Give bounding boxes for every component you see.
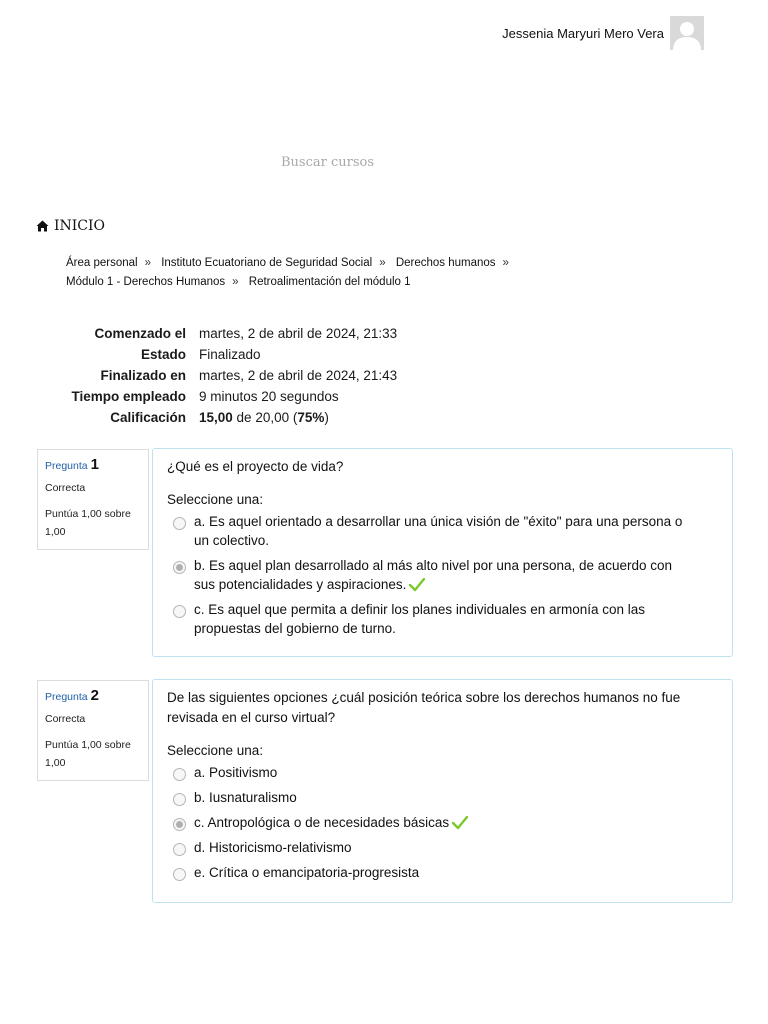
breadcrumb-separator-icon: » <box>502 257 509 269</box>
state-value: Finalizado <box>199 347 261 362</box>
question-grade: Puntúa 1,00 sobre 1,00 <box>45 508 131 538</box>
time-value: 9 minutos 20 segundos <box>199 389 339 404</box>
correct-check-icon <box>409 578 425 592</box>
radio-button[interactable] <box>173 793 186 806</box>
question-number-value: 2 <box>90 687 99 704</box>
grade-value <box>199 407 397 428</box>
question-label: Pregunta <box>45 691 88 703</box>
breadcrumb-item[interactable]: Área personal <box>66 257 138 269</box>
time-label: Tiempo empleado <box>71 389 186 404</box>
breadcrumb-item[interactable]: Retroalimentación del módulo 1 <box>248 276 411 288</box>
answer-options <box>173 509 732 641</box>
answer-option[interactable] <box>173 835 732 860</box>
home-icon <box>36 220 49 232</box>
grade-close: ) <box>324 410 329 425</box>
answer-option[interactable] <box>173 860 732 885</box>
question-box-1 <box>152 448 733 657</box>
answer-option-text: a. Positivismo <box>194 765 278 780</box>
breadcrumb-item[interactable]: Derechos humanos <box>395 257 496 269</box>
radio-button[interactable] <box>173 605 186 618</box>
home-label: INICIO <box>54 218 106 234</box>
grade-label: Calificación <box>110 410 186 425</box>
answer-option-text: d. Historicismo-relativismo <box>194 840 352 855</box>
grade-score: 15,00 <box>199 410 233 425</box>
question-label: Pregunta <box>45 460 88 472</box>
answer-option-text: c. Antropológica o de necesidades básicas <box>194 815 450 830</box>
state-label: Estado <box>140 347 186 362</box>
answer-option[interactable] <box>173 597 732 641</box>
answer-option[interactable] <box>173 509 732 553</box>
question-state: Correcta <box>45 482 86 494</box>
question-text: De las siguientes opciones ¿cuál posición teórica sobre los derechos humanos no fue revisada en el curso virtual? <box>167 690 681 725</box>
question-box-2 <box>152 679 733 903</box>
finished-value: martes, 2 de abril de 2024, 21:43 <box>199 368 398 383</box>
radio-button-selected[interactable] <box>173 818 186 831</box>
question-info-1 <box>37 449 149 550</box>
answer-option-text: b. Iusnaturalismo <box>194 790 297 805</box>
user-name[interactable]: Jessenia Maryuri Mero Vera <box>502 25 664 41</box>
started-label: Comenzado el <box>94 326 186 341</box>
breadcrumb-separator-icon: » <box>232 276 239 288</box>
breadcrumb-separator-icon: » <box>379 257 386 269</box>
question-grade: Puntúa 1,00 sobre 1,00 <box>45 739 131 769</box>
home-nav-link[interactable] <box>36 218 105 234</box>
radio-button[interactable] <box>173 843 186 856</box>
breadcrumb-separator-icon: » <box>144 257 152 269</box>
radio-button-selected[interactable] <box>173 561 186 574</box>
question-number <box>45 687 141 704</box>
answer-prompt: Seleccione una: <box>167 743 264 758</box>
correct-check-icon <box>452 816 468 830</box>
answer-option-text: b. Es aquel plan desarrollado al más alto nivel por una persona, de acuerdo con sus potencialidades y aspiraciones. <box>194 558 673 592</box>
radio-button[interactable] <box>173 868 186 881</box>
answer-option[interactable] <box>173 810 732 835</box>
finished-label: Finalizado en <box>100 368 186 383</box>
grade-of: de 20,00 ( <box>232 410 298 425</box>
question-number-value: 1 <box>90 456 99 473</box>
user-menu[interactable] <box>502 16 704 50</box>
answer-option[interactable] <box>173 553 732 597</box>
started-value: martes, 2 de abril de 2024, 21:33 <box>199 326 398 341</box>
user-avatar-icon[interactable] <box>670 16 704 50</box>
answer-prompt: Seleccione una: <box>167 492 264 507</box>
question-text: ¿Qué es el proyecto de vida? <box>167 459 344 474</box>
question-state: Correcta <box>45 713 86 725</box>
answer-options <box>173 760 732 885</box>
answer-option-text: e. Crítica o emancipatoria-progresista <box>194 865 420 880</box>
breadcrumb <box>66 254 536 292</box>
answer-option[interactable] <box>173 785 732 810</box>
answer-option-text: c. Es aquel que permita a definir los planes individuales en armonía con las propuestas del gobierno de turno. <box>194 602 646 636</box>
breadcrumb-item[interactable]: Módulo 1 - Derechos Humanos <box>66 276 226 288</box>
question-number <box>45 456 141 473</box>
radio-button[interactable] <box>173 517 186 530</box>
answer-option-text: a. Es aquel orientado a desarrollar una única visión de "éxito" para una persona o un colectivo. <box>194 514 683 548</box>
question-info-2 <box>37 680 149 781</box>
answer-option[interactable] <box>173 760 732 785</box>
attempt-summary <box>40 323 397 428</box>
breadcrumb-item[interactable]: Instituto Ecuatoriano de Seguridad Social <box>161 257 373 269</box>
radio-button[interactable] <box>173 768 186 781</box>
grade-percent: 75% <box>297 410 325 425</box>
search-courses-field[interactable]: Buscar cursos <box>281 155 375 170</box>
